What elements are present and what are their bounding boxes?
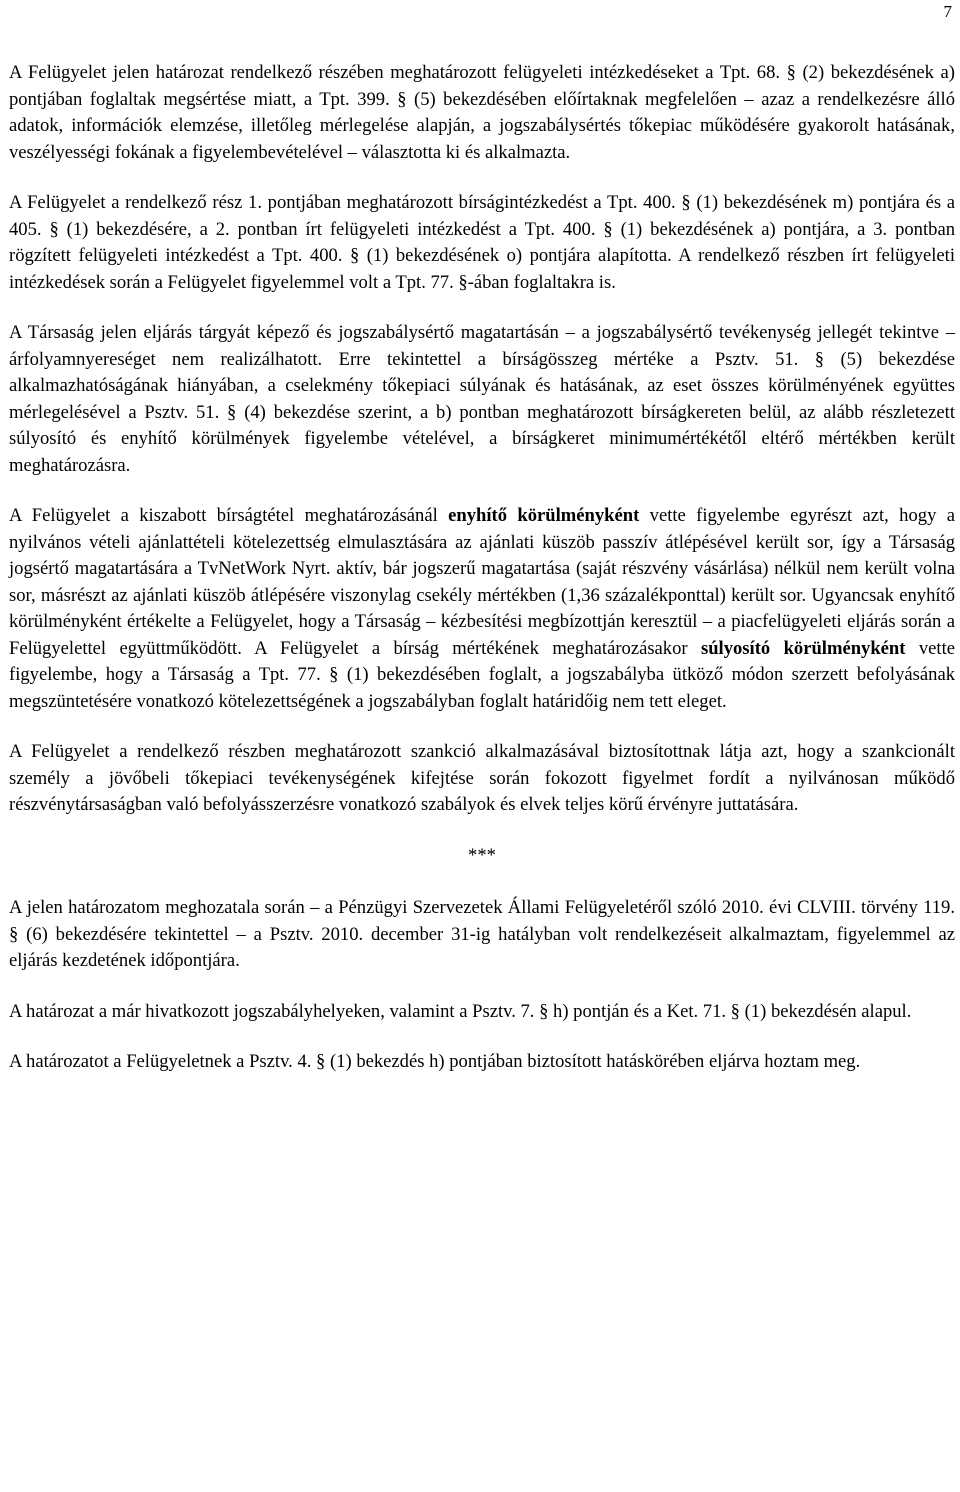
page-number: 7 — [943, 2, 952, 21]
circumstances-text-3: vette figyelembe, hogy a Társaság a Tpt. 77. § (1) bekezdésében foglalt, a jogszabályba ütköző módon szerzett befolyásának megszüntetésére vonatkozó kötelezettségének a jogszabályban foglalt határidőig nem tett eleget. — [9, 637, 955, 712]
paragraph-applicable-law: A jelen határozatom meghozatala során – a Pénzügyi Szervezetek Állami Felügyeletéről szóló 2010. évi CLVIII. törvény 119. § (6) bekezdésére tekintettel – a Psztv. 2010. december 31-ig hatályban volt rendelkezéseit alkalmaztam, figyelemmel az eljárás kezdetének időpontjára. — [9, 897, 955, 971]
paragraph-fine-amount: A Társaság jelen eljárás tárgyát képező és jogszabálysértő magatartásán – a jogszabálysértő tevékenység jellegét tekintve – árfolyamnyereséget nem realizálhatott. Erre tekintettel a bírságösszeg mértéke a Psztv. 51. § (5) bekezdése alkalmazhatóságának hiányában, a cselekmény tőkepiaci súlyának és hatásának, az eset összes körülményének együttes mérlegelésével a Psztv. 51. § (4) bekezdése szerint, a b) pontban meghatározott bírságkereten belül, az alább részletezett súlyosító és enyhítő körülmények figyelembe vételével, a bírságkeret minimumértékétől eltérő mértékben került meghatározásra. — [9, 322, 955, 476]
paragraph-circumstances — [9, 503, 955, 715]
circumstances-text-1: A Felügyelet a kiszabott bírságtétel meghatározásánál — [9, 505, 449, 526]
paragraph-decision-basis: A határozat a már hivatkozott jogszabályhelyeken, valamint a Psztv. 7. § h) pontján és a Ket. 71. § (1) bekezdésén alapul. — [9, 1000, 912, 1022]
paragraph-authority: A határozatot a Felügyeletnek a Psztv. 4. § (1) bekezdés h) pontjában biztosított hatáskörében eljárva hoztam meg. — [9, 1051, 861, 1072]
section-separator: *** — [468, 844, 496, 866]
paragraph-legal-basis: A Felügyelet a rendelkező rész 1. pontjában meghatározott bírságintézkedést a Tpt. 400. § (1) bekezdésének m) pontjára és a 405. § (1) bekezdésére, a 2. pontban írt felügyeleti intézkedést a Tpt. 400. § (1) bekezdésének a) pontjára, a 3. pontban rögzített felügyeleti intézkedést a Tpt. 400. § (1) bekezdésének o) pontjára alapította. A rendelkező részben írt felügyeleti intézkedések során a Felügyelet figyelemmel volt a Tpt. 77. §-ában foglaltakra is. — [9, 192, 955, 293]
circumstances-text-2: vette figyelembe egyrészt azt, hogy a nyilvános vételi ajánlattételi kötelezettség elmulasztására az ajánlati küszöb passzív átlépésével került sor, így a Társaság jogsértő magatartására a TvNetWork Nyrt. aktív, bár jogszerű magatartása (saját részvény vásárlása) nélkül nem került volna sor, másrészt az ajánlati küszöb átlépésére viszonylag csekély mértékben (1,36 százalékponttal) került sor. Ugyancsak enyhítő körülményként értékelte a Felügyelet, hogy a Társaság – kézbesítési megbízottján keresztül – a piacfelügyeleti eljárás során a Felügyelettel együttműködött. A Felügyelet a bírság mértékének meghatározásakor — [9, 505, 955, 659]
paragraph-sanction-purpose: A Felügyelet a rendelkező részben meghatározott szankció alkalmazásával biztosítottnak látja azt, hogy a szankcionált személy a jövőbeli tőkepiaci tevékenységének kifejtése során fokozott figyelmet fordít a nyilvánosan működő részvénytársaságban való befolyásszerzésre vonatkozó szabályok és elvek teljes körű érvényre juttatására. — [9, 741, 955, 815]
aggravating-circumstance-label: súlyosító körülményként — [700, 637, 906, 659]
paragraph-measures-basis: A Felügyelet jelen határozat rendelkező részében meghatározott felügyeleti intézkedéseket a Tpt. 68. § (2) bekezdésének a) pontjában foglaltak megsértése miatt, a Tpt. 399. § (5) bekezdésében előírtaknak megfelelően – azaz a rendelkezésre álló adatok, információk elemzése, illetőleg mérlegelése alapján, a jogszabálysértés tőkepiac működésére gyakorolt hatásának, veszélyességi fokának a figyelembevételével – választotta ki és alkalmazta. — [9, 62, 955, 163]
document-body — [9, 60, 955, 1100]
mitigating-circumstance-label: enyhítő körülményként — [448, 505, 640, 526]
